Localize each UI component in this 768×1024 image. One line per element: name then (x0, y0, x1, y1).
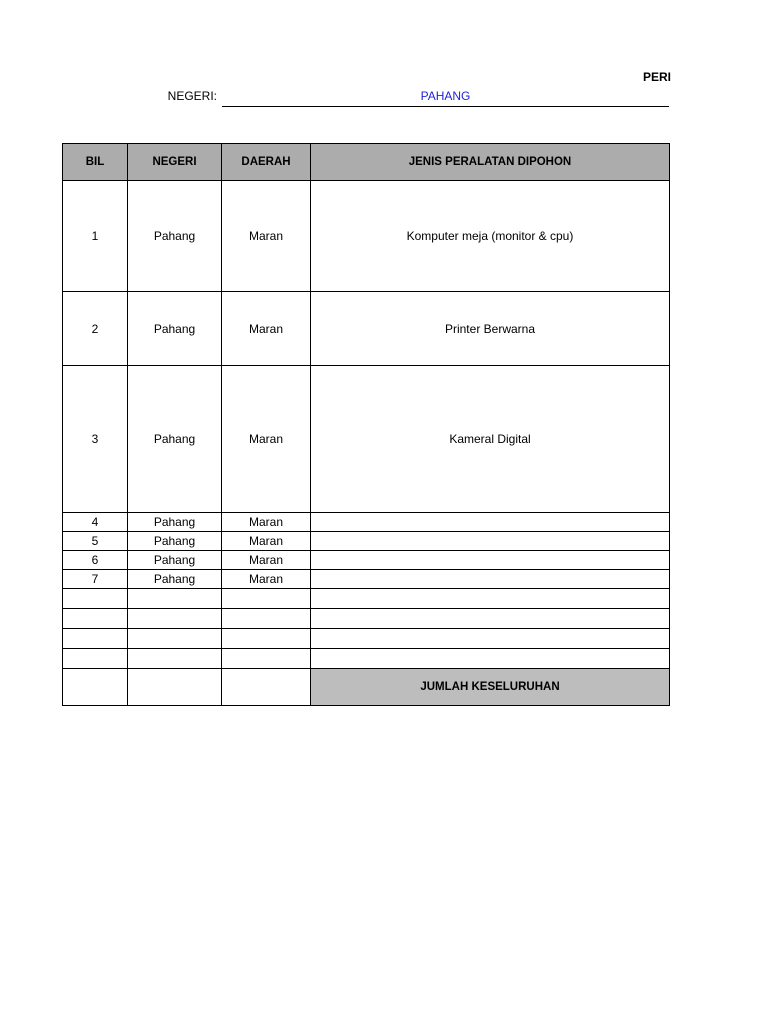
cell-negeri[interactable]: Pahang (128, 551, 222, 570)
cell-daerah[interactable]: Maran (222, 513, 311, 532)
total-label: JUMLAH KESELURUHAN (311, 669, 670, 706)
cell-bil[interactable]: 5 (63, 532, 128, 551)
cell-daerah[interactable] (222, 589, 311, 609)
table-row (63, 181, 670, 292)
cell-daerah[interactable] (222, 649, 311, 669)
table-header-row (63, 144, 670, 181)
cell-daerah[interactable]: Maran (222, 366, 311, 513)
total-row-empty-cell[interactable] (63, 669, 128, 706)
cell-bil[interactable]: 3 (63, 366, 128, 513)
total-row (63, 669, 670, 706)
column-header-jenis-peralatan: JENIS PERALATAN DIPOHON (311, 144, 670, 181)
cell-negeri[interactable]: Pahang (128, 366, 222, 513)
cell-daerah[interactable]: Maran (222, 532, 311, 551)
cell-daerah[interactable]: Maran (222, 181, 311, 292)
cell-bil[interactable]: 7 (63, 570, 128, 589)
table-row (63, 589, 670, 609)
cell-bil[interactable] (63, 649, 128, 669)
cell-bil[interactable]: 2 (63, 292, 128, 366)
cell-negeri[interactable] (128, 629, 222, 649)
table-row (63, 366, 670, 513)
cell-jenis-peralatan[interactable]: Kameral Digital (311, 366, 670, 513)
page-title: PERI (643, 70, 672, 84)
table-row (63, 649, 670, 669)
table-row (63, 513, 670, 532)
cell-jenis-peralatan[interactable] (311, 629, 670, 649)
table-row (63, 629, 670, 649)
cell-jenis-peralatan[interactable] (311, 532, 670, 551)
table-row (63, 532, 670, 551)
table-row (63, 570, 670, 589)
cell-negeri[interactable]: Pahang (128, 292, 222, 366)
cell-daerah[interactable] (222, 629, 311, 649)
cell-jenis-peralatan[interactable] (311, 551, 670, 570)
cell-jenis-peralatan[interactable] (311, 609, 670, 629)
cell-jenis-peralatan[interactable] (311, 570, 670, 589)
cell-bil[interactable] (63, 609, 128, 629)
cell-bil[interactable] (63, 629, 128, 649)
cell-negeri[interactable]: Pahang (128, 513, 222, 532)
table-row (63, 292, 670, 366)
cell-bil[interactable]: 1 (63, 181, 128, 292)
cell-jenis-peralatan[interactable] (311, 649, 670, 669)
cell-daerah[interactable] (222, 609, 311, 629)
cell-bil[interactable]: 4 (63, 513, 128, 532)
table-row (63, 609, 670, 629)
table-row (63, 551, 670, 570)
cell-daerah[interactable]: Maran (222, 570, 311, 589)
cell-negeri[interactable]: Pahang (128, 532, 222, 551)
cell-negeri[interactable] (128, 609, 222, 629)
cell-daerah[interactable]: Maran (222, 551, 311, 570)
column-header-negeri: NEGERI (128, 144, 222, 181)
cell-jenis-peralatan[interactable] (311, 589, 670, 609)
cell-negeri[interactable]: Pahang (128, 181, 222, 292)
total-row-empty-cell[interactable] (222, 669, 311, 706)
state-value-field[interactable]: PAHANG (222, 89, 669, 107)
cell-negeri[interactable] (128, 589, 222, 609)
total-row-empty-cell[interactable] (128, 669, 222, 706)
equipment-request-table (62, 143, 670, 706)
cell-jenis-peralatan[interactable]: Printer Berwarna (311, 292, 670, 366)
column-header-daerah: DAERAH (222, 144, 311, 181)
cell-negeri[interactable]: Pahang (128, 570, 222, 589)
cell-jenis-peralatan[interactable] (311, 513, 670, 532)
state-label: NEGERI: (167, 89, 217, 103)
cell-jenis-peralatan[interactable]: Komputer meja (monitor & cpu) (311, 181, 670, 292)
cell-bil[interactable]: 6 (63, 551, 128, 570)
cell-negeri[interactable] (128, 649, 222, 669)
cell-daerah[interactable]: Maran (222, 292, 311, 366)
cell-bil[interactable] (63, 589, 128, 609)
column-header-bil: BIL (63, 144, 128, 181)
